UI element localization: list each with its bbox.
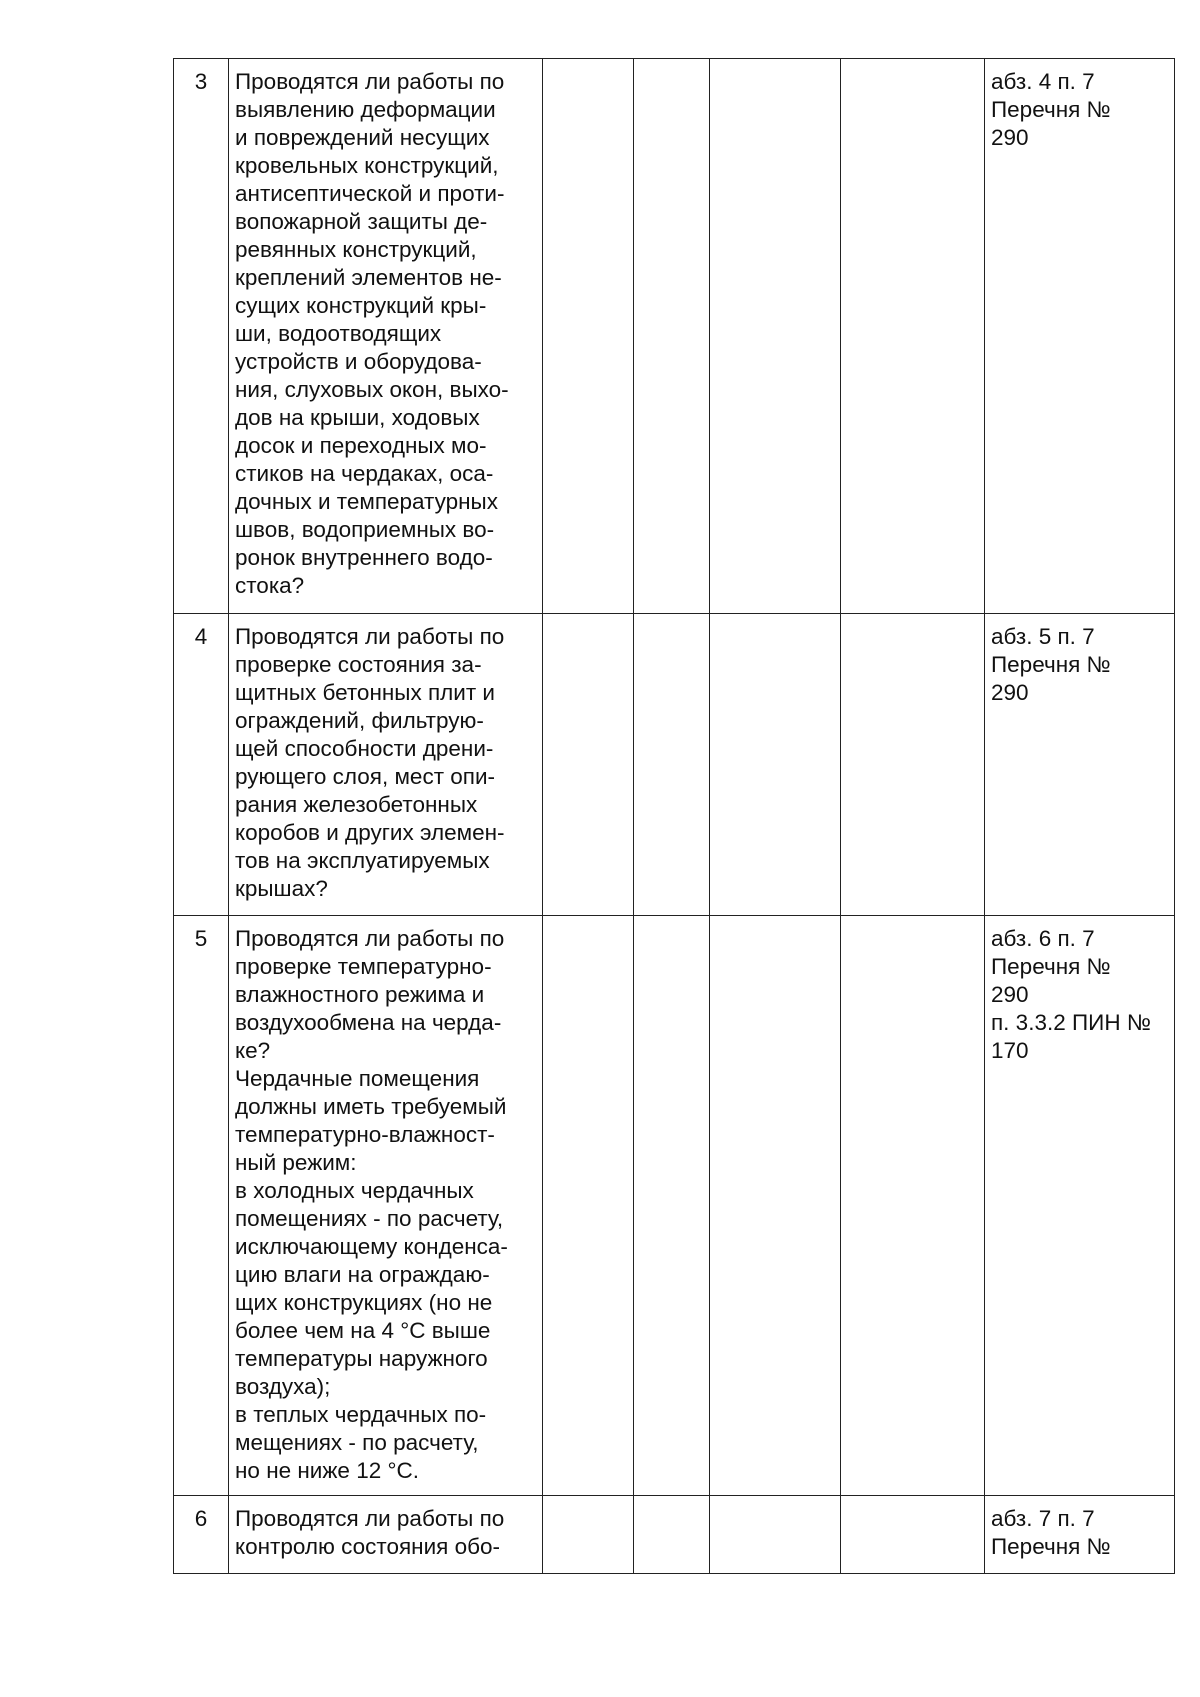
table-row (174, 1496, 1175, 1574)
row-number-cell (174, 916, 229, 1496)
reference-text: абз. 5 п. 7 Перечня № 290 (991, 624, 1111, 705)
table-row (174, 59, 1175, 614)
question-cell (229, 59, 543, 614)
empty-cell (543, 59, 634, 614)
row-number-cell (174, 614, 229, 916)
reference-text: абз. 4 п. 7 Перечня № 290 (991, 69, 1111, 150)
empty-cell (543, 916, 634, 1496)
reference-text: абз. 7 п. 7 Перечня № (991, 1506, 1111, 1559)
reference-cell (985, 1496, 1175, 1574)
empty-cell (634, 614, 710, 916)
empty-cell (543, 614, 634, 916)
reference-cell (985, 916, 1175, 1496)
empty-cell (710, 614, 841, 916)
empty-cell (841, 59, 985, 614)
question-text: Проводятся ли работы по проверке состояния за- щитных бетонных плит и ограждений, фильтрую- щей способности дрени- рующего слоя, мест опи- рания железобетонных коробов и других элемен- тов на эксплуатируемых крышах? (235, 624, 505, 901)
empty-cell (543, 1496, 634, 1574)
empty-cell (841, 1496, 985, 1574)
empty-cell (841, 916, 985, 1496)
row-number: 5 (194, 926, 208, 951)
row-number: 4 (194, 624, 208, 649)
row-number-cell (174, 1496, 229, 1574)
table-row (174, 916, 1175, 1496)
empty-cell (710, 1496, 841, 1574)
reference-cell (985, 59, 1175, 614)
question-text: Проводятся ли работы по выявлению деформации и повреждений несущих кровельных конструкций, антисептической и проти- вопожарной защиты де- ревянных конструкций, креплений элементов не- сущих конструкций кры- ши, водоотводящих устройств и оборудова- ния, слуховых окон, выхо- дов на крыши, ходовых досок и переходных мо- стиков на чердаках, оса- дочных и температурных швов, водоприемных во- ронок внутреннего водо- стока? (235, 69, 509, 598)
empty-cell (710, 59, 841, 614)
question-cell (229, 1496, 543, 1574)
row-number: 3 (194, 69, 208, 94)
row-number: 6 (194, 1506, 208, 1531)
empty-cell (634, 59, 710, 614)
empty-cell (634, 1496, 710, 1574)
question-cell (229, 614, 543, 916)
table-row (174, 614, 1175, 916)
reference-cell (985, 614, 1175, 916)
checklist-table (173, 58, 1175, 1574)
empty-cell (634, 916, 710, 1496)
reference-text: абз. 6 п. 7 Перечня № 290 п. 3.3.2 ПИН № 170 (991, 926, 1151, 1063)
empty-cell (841, 614, 985, 916)
row-number-cell (174, 59, 229, 614)
empty-cell (710, 916, 841, 1496)
question-cell (229, 916, 543, 1496)
question-text: Проводятся ли работы по проверке температурно- влажностного режима и воздухообмена на черда- ке? Чердачные помещения должны иметь требуемый температурно-влажност- ный режим: в холодных чердачных помещениях - по расчету, исключающему конденса- цию влаги на ограждаю- щих конструкциях (но не более чем на 4 °С выше температуры наружного воздуха); в теплых чердачных по- мещениях - по расчету, но не ниже 12 °С. (235, 926, 508, 1483)
question-text: Проводятся ли работы по контролю состояния обо- (235, 1506, 505, 1559)
